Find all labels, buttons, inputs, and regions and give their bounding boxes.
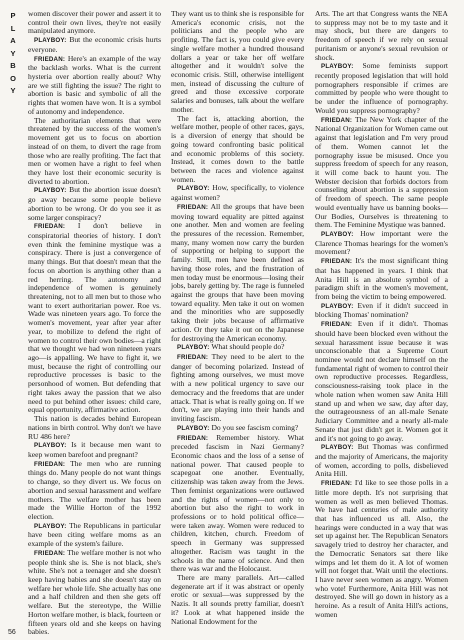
paragraph-text: Do you see fascism coming? bbox=[211, 422, 299, 432]
speaker-label: FRIEDAN: bbox=[321, 480, 353, 488]
paragraph bbox=[28, 10, 161, 36]
paragraph bbox=[171, 10, 304, 115]
speaker-label: PLAYBOY: bbox=[34, 522, 67, 530]
paragraph-text: The authoritarian elements that were threatened by the success of the women's movement get us to focus on abortion instead of on them, to divert the rage from those who are really profiting. The fact that men or women have a right to feel when they have lost their economic security is diverted to abortion. bbox=[28, 115, 161, 186]
paragraph bbox=[315, 116, 448, 230]
paragraph-text: All the groups that have been moving toward equality are pitted against one another. Men and women are feeling the pressures of the recession. Remember, many, many women now carry the burden of supporting or helping to support the family. Still, men have been defined as having those roles, and the frustration of men today must be enormous—losing their jobs, barely getting by. The rage is funneled against the groups that have been moving toward equality. Men take it out on women and the minorities who are supposedly taking their jobs because of affirmative action. Or they take it out on the Japanese for destroying the American economy. bbox=[171, 201, 304, 343]
paragraph bbox=[171, 203, 304, 344]
paragraph-text: Even if it didn't. Thomas should have been blocked even without the sexual harassment issue because it was unconscionable that a Supreme Court nominee would not declare himself on the fundamental right of women to control their own reproductive processes. Regardless, consciousness-raising took place in the whole nation when women saw Anita Hill stand up and when we saw, day after day, the outrageousness of an all-male Senate Judiciary Committee and a nearly all-male Senate that just didn't get it. Women got it and it's not going to go away. bbox=[315, 319, 448, 443]
paragraph-text: But Thomas was confirmed and the majority of Americans, the majority of women, according to polls, disbelieved Anita Hill. bbox=[315, 442, 448, 479]
paragraph bbox=[315, 10, 448, 62]
paragraph bbox=[28, 522, 161, 549]
paragraph bbox=[28, 186, 161, 222]
paragraph-text: Even if it didn't succeed in blocking Thomas' nomination? bbox=[315, 300, 448, 320]
paragraph-text: Remember history. What preceded fascism in Nazi Germany? Economic chaos and the loss of a sense of national power. That caused people to scapegoat one another. Eventually, citizenship was taken away from the Jews. Then feminist organizations were outlawed and the rights of women—not only to abortion but also the right to work in professions or to hold political office—were taken away. Women were reduced to children, kitchen, church. Freedom of speech in Germany was suppressed altogether. Racism was taught in the schools in the name of science. And then there was war and the Holocaust. bbox=[171, 432, 304, 574]
paragraph-text: There are many parallels. Art—called degenerate art if it was abstract or openly erotic or sexual—was suppressed by the Nazis. It all sounds pretty familiar, doesn't it? Look at what happened inside the National Endowment for the bbox=[171, 573, 304, 626]
paragraph-text: How, specifically, to violence against women? bbox=[171, 183, 304, 203]
paragraph-text: What should people do? bbox=[211, 342, 285, 352]
paragraph bbox=[28, 441, 161, 459]
paragraph bbox=[28, 549, 161, 636]
paragraph bbox=[171, 115, 304, 185]
paragraph bbox=[315, 257, 448, 302]
magazine-name-text: PLAYBOY bbox=[10, 11, 16, 95]
paragraph bbox=[315, 479, 448, 620]
paragraph-text: women discover their power and assert it to control their own lives, they're not easily manipulated anymore. bbox=[28, 10, 161, 36]
paragraph bbox=[28, 55, 161, 117]
speaker-label: PLAYBOY: bbox=[321, 230, 354, 238]
paragraph-text: The Republicans in particular have been citing welfare moms as an example of the system's failure. bbox=[28, 520, 161, 549]
speaker-label: FRIEDAN: bbox=[34, 549, 66, 557]
paragraph bbox=[171, 434, 304, 575]
paragraph bbox=[171, 574, 304, 626]
paragraph-text: The welfare mother is not who people think she is. She is not black, she's white. She's not a teenager and she doesn't keep having babies and she doesn't stay on welfare her whole life. She actually has one and a half children and then she gets off welfare. But the stereotype, the Willie Horton welfare mother, is black, fourteen or fifteen years old and she keeps on having babies. bbox=[28, 547, 161, 636]
paragraph-text: How important were the Clarence Thomas hearings for the women's movement? bbox=[315, 228, 448, 257]
page-number: 56 bbox=[8, 629, 16, 636]
paragraph-text: This nation is decades behind European nations in birth control. Why don't we have RU 486 here? bbox=[28, 414, 161, 441]
speaker-label: FRIEDAN: bbox=[177, 203, 209, 211]
paragraph-text: I'd like to see those polls in a little more depth. It's not surprising that women as well as men believed Thomas. We have had centuries of male authority that has influenced us all. Also, the hearings were conducted in a way that was set up against her. The Republican Senators savagely tried to destroy her character, and the Democratic Senators sat there like wimps and let them do it. A lot of women will not forget that. Wait until the elections. I have never seen women as angry. Women who vote! Furthermore, Anita Hill was not destroyed. She will go down in history as a heroine. As a result of Anita Hill's actions, women bbox=[315, 478, 448, 619]
speaker-label: FRIEDAN: bbox=[177, 354, 209, 362]
paragraph bbox=[171, 184, 304, 202]
paragraph-text: Arts. The art that Congress wants the NEA to suppress may not be to my taste and it may shock, but there are dangers to freedom of speech if we rely on sexual puritanism or anyone's sexual revulsion or shock. bbox=[315, 10, 448, 62]
speaker-label: PLAYBOY: bbox=[34, 37, 67, 45]
paragraph bbox=[315, 320, 448, 443]
text-column-2 bbox=[171, 10, 304, 636]
speaker-label: PLAYBOY: bbox=[177, 424, 210, 432]
paragraph bbox=[171, 353, 304, 424]
speaker-label: PLAYBOY: bbox=[177, 344, 210, 352]
speaker-label: PLAYBOY: bbox=[321, 444, 354, 452]
speaker-label: FRIEDAN: bbox=[34, 460, 66, 468]
speaker-label: FRIEDAN: bbox=[321, 321, 353, 329]
magazine-name-vertical bbox=[7, 10, 19, 98]
paragraph bbox=[315, 230, 448, 257]
text-column-1 bbox=[28, 10, 161, 636]
paragraph-text: The fact is, attacking abortion, the welfare mother, people of other races, gays, is a diversion of energy that should be going toward confronting basic political and economic problems of this society. Instead, it comes down to the battle between the races and violence against women. bbox=[171, 113, 304, 184]
paragraph bbox=[28, 415, 161, 441]
speaker-label: FRIEDAN: bbox=[177, 434, 209, 442]
paragraph bbox=[28, 460, 161, 522]
speaker-label: FRIEDAN: bbox=[34, 55, 66, 63]
paragraph-text: They want us to think she is responsible for America's economic crisis, not the politicians and the people who are profiting. The fact is, you could give every single welfare mother a hundred thousand dollars a year or take her off welfare altogether and it wouldn't solve the economic crisis. Still, otherwise intelligent men, instead of discussing the culture of greed and those excessive corporate salaries and bonuses, talk about the welfare mother. bbox=[171, 10, 304, 114]
paragraph-text: The New York chapter of the National Organization for Women came out against that legislation and I'm very proud of them. Women cannot let the pornography issue be misused. Once you suppress freedom of speech for any reason, it will come back to haunt you. The Webster decision that forbids doctors from counseling about abortion is a suppression of freedom of speech. The same people would eventually have us banning books—Our Bodies, Ourselves is threatening to them. The Feminine Mystique was banned. bbox=[315, 114, 448, 230]
speaker-label: FRIEDAN: bbox=[321, 116, 353, 124]
paragraph-text: Here's an example of the way the backlash works. What is the current hysteria over abortion really about? Why are we still fighting the issue? The right to abortion is basic and symbolic of all the rights that women have won. It is a symbol of autonomy and independence. bbox=[28, 53, 161, 116]
speaker-label: PLAYBOY: bbox=[34, 442, 67, 450]
paragraph bbox=[28, 117, 161, 187]
paragraph-text: It's the most significant thing that has happened in years. I think that Anita Hill is an absolute symbol of a paradigm shift in the women's movement, from being the victim to being empowered. bbox=[315, 256, 448, 301]
paragraph-text: The men who are running things do. Many people do not want things to change, so they divert us. We focus on abortion and sexual harassment and welfare mothers. The welfare mother has been made the Willie Horton of the 1992 election. bbox=[28, 458, 161, 521]
paragraph-text: But the economic crisis hurts everyone. bbox=[28, 35, 161, 54]
paragraph bbox=[28, 36, 161, 54]
paragraph-text: Is it because men want to keep women barefoot and pregnant? bbox=[28, 440, 161, 459]
paragraph bbox=[315, 62, 448, 115]
speaker-label: PLAYBOY: bbox=[34, 187, 67, 195]
paragraph bbox=[315, 302, 448, 320]
speaker-label: FRIEDAN: bbox=[34, 223, 66, 231]
speaker-label: PLAYBOY: bbox=[321, 302, 354, 310]
paragraph-text: I don't believe in conspiratorial theories of history. I don't even think the feminine mystique was a conspiracy. There is just a convergence of many things. But that doesn't mean that the focus on abortion is anything other than a red herring. The autonomy and independence of women is genuinely threatening, not to all men but to those who want to exert authoritarian power. Roe vs. Wade was nineteen years ago. To force the women's movement, year after year after year, to mobilize to defend the right of women to control their own bodies—a right that we thought we had won nineteen years ago—is appalling. We have to fight it, we must, because the right of controlling our reproductive processes is basic to the personhood of women. But defending that right takes away the passion that we also need to put behind other issues: child care, equal opportunity, affirmative action. bbox=[28, 221, 161, 415]
paragraph-text: Some feminists support recently proposed legislation that will hold pornographers responsible if crimes are committed by people who were thought to be under the influence of pornography. Would you suppress pornography? bbox=[315, 61, 448, 115]
text-column-3 bbox=[315, 10, 448, 636]
speaker-label: PLAYBOY: bbox=[321, 63, 354, 71]
paragraph-text: They need to be alert to the danger of becoming polarized. Instead of fighting among ourselves, we must move with a new political urgency to save our democracy and the freedoms that are under attack. That is what is really going on. If we don't, we are playing into their hands and inviting fascism. bbox=[171, 352, 304, 424]
paragraph bbox=[315, 443, 448, 479]
speaker-label: FRIEDAN: bbox=[321, 258, 353, 266]
speaker-label: PLAYBOY: bbox=[177, 185, 210, 193]
paragraph bbox=[28, 222, 161, 415]
paragraph-text: But the abortion issue doesn't go away because some people believe abortion to be wrong. Or do you see it as some larger conspiracy? bbox=[28, 185, 161, 222]
